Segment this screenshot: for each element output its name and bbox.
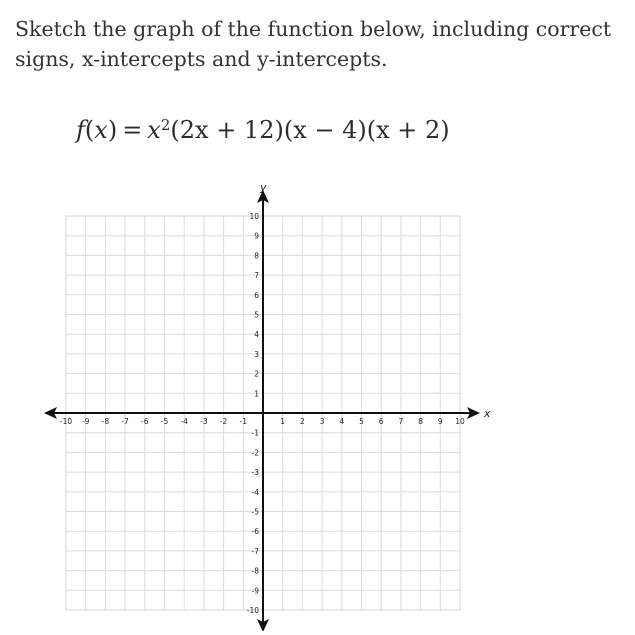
formula-factor-3: (x + 2) <box>366 116 450 144</box>
y-tick-label: 7 <box>254 271 259 281</box>
y-tick-label: 6 <box>254 290 259 300</box>
coordinate-plane[interactable] <box>0 175 635 631</box>
x-tick-label: -10 <box>59 417 73 426</box>
y-tick-label: 2 <box>254 369 259 379</box>
formula-base: x <box>147 116 161 144</box>
y-tick-label: 9 <box>254 231 259 241</box>
x-tick-label: 10 <box>455 417 465 426</box>
x-tick-label: 9 <box>437 417 443 426</box>
formula-equals: = <box>122 116 143 144</box>
x-tick-label: 5 <box>359 417 364 426</box>
x-tick-label: -3 <box>200 417 208 426</box>
y-tick-label: -7 <box>251 546 259 556</box>
y-tick-label: 8 <box>254 251 259 261</box>
function-variable: x <box>94 116 108 144</box>
y-tick-label: -6 <box>251 527 259 537</box>
x-tick-label: -6 <box>141 417 149 426</box>
x-tick-label: -1 <box>239 417 248 426</box>
formula-exponent: 2 <box>160 115 171 134</box>
y-tick-label: -9 <box>251 586 259 596</box>
y-tick-label: 1 <box>254 389 259 399</box>
x-tick-label: 7 <box>398 417 404 426</box>
function-formula <box>76 112 450 148</box>
formula-factor-2: (x − 4) <box>283 116 367 144</box>
question-prompt: Sketch the graph of the function below, including correct signs, x-intercepts and y-intercepts. <box>15 17 612 71</box>
y-tick-label: -3 <box>251 468 259 478</box>
x-axis-label: x <box>484 407 491 420</box>
y-tick-label: -4 <box>251 487 259 497</box>
x-tick-label: 4 <box>339 417 345 426</box>
x-tick-label: 2 <box>300 417 305 426</box>
y-tick-label: -1 <box>251 428 259 438</box>
x-tick-label: -4 <box>180 417 188 426</box>
y-tick-label: 4 <box>254 330 259 340</box>
x-tick-label: 1 <box>280 417 286 426</box>
y-tick-label: -8 <box>251 566 259 576</box>
x-tick-label: 3 <box>319 417 325 426</box>
x-tick-label: -2 <box>219 417 228 426</box>
y-tick-label: -5 <box>251 507 259 517</box>
x-tick-label: 8 <box>418 417 423 426</box>
y-tick-label: -10 <box>246 606 259 615</box>
formula-paren-open: ( <box>84 116 95 144</box>
axes <box>44 190 480 631</box>
function-name: f <box>76 116 85 144</box>
x-tick-label: -5 <box>160 417 169 426</box>
graph-container[interactable] <box>0 175 635 631</box>
y-tick-label: -2 <box>251 448 259 458</box>
y-tick-label: 5 <box>254 310 259 320</box>
formula-factor-1: (2x + 12) <box>170 116 284 144</box>
x-tick-label: 6 <box>378 417 384 426</box>
x-tick-label: -7 <box>121 417 129 426</box>
formula-paren-close: ) <box>107 116 118 144</box>
x-tick-label: -8 <box>101 417 110 426</box>
y-tick-label: 10 <box>249 212 259 221</box>
y-axis-label: y <box>260 181 267 194</box>
y-tick-label: 3 <box>254 349 259 359</box>
x-tick-label: -9 <box>81 417 90 426</box>
tick-labels <box>60 181 491 615</box>
